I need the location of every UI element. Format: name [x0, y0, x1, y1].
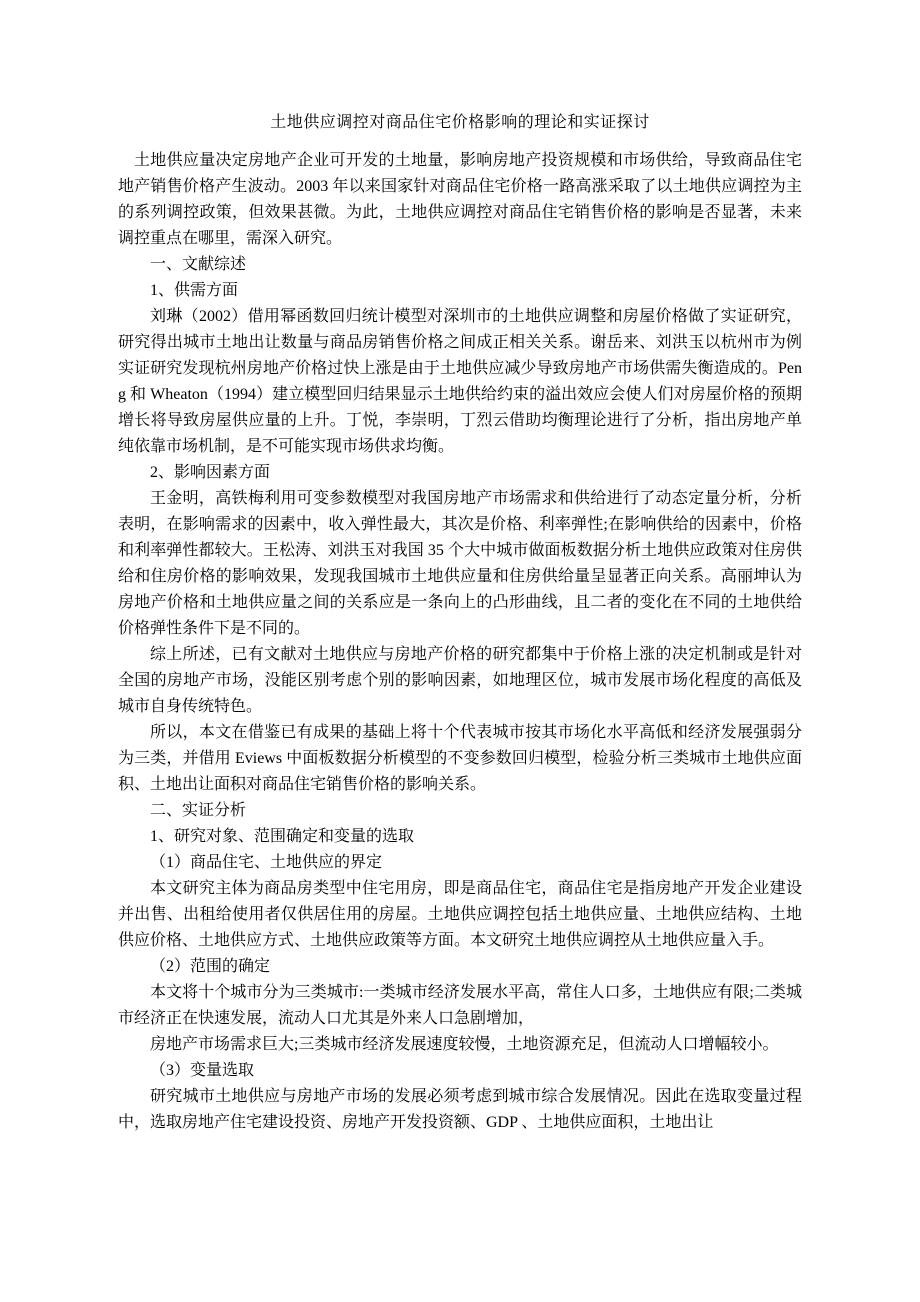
section-heading: 二、实证分析: [150, 802, 247, 819]
section-heading: 一、文献综述: [150, 256, 247, 273]
paragraph: 土地供应量决定房地产企业可开发的土地量，影响房地产投资规模和市场供给，导致商品住宅地产销售价格产生波动。2003 年以来国家针对商品住宅价格一路高涨采取了以土地供应调控为主的系列调控政策，但效果甚微。为此，土地供应调控对商品住宅销售价格的影响是否显著，未来调控重点在哪里，需深入研究。: [118, 152, 802, 247]
paragraph: 所以，本文在借鉴已有成果的基础上将十个代表城市按其市场化水平高低和经济发展强弱分为三类，并借用 Eviews 中面板数据分析模型的不变参数回归模型，检验分析三类城市土地供应面积、土地出让面积对商品住宅销售价格的影响关系。: [118, 724, 802, 793]
paragraph: 本文将十个城市分为三类城市:一类城市经济发展水平高，常住人口多，土地供应有限;二类城市经济正在快速发展，流动人口尤其是外来人口急剧增加，: [118, 984, 802, 1027]
section-heading: （2）范围的确定: [150, 958, 271, 975]
document-content: [118, 110, 802, 1136]
document-body: [118, 148, 802, 1136]
section-heading: 1、供需方面: [150, 282, 239, 299]
paragraph: 刘琳（2002）借用幂函数回归统计模型对深圳市的土地供应调整和房屋价格做了实证研究，研究得出城市土地出让数量与商品房销售价格之间成正相关关系。谢岳来、刘洪玉以杭州市为例实证研究发现杭州房地产价格过快上涨是由于土地供应减少导致房地产市场供需失衡造成的。Peng 和 Wheaton（1994）建立模型回归结果显示土地供给约束的溢出效应会使人们对房屋价格的预期增长将导致房屋供应量的上升。丁悦，李崇明，丁烈云借助均衡理论进行了分析，指出房地产单纯依靠市场机制，是不可能实现市场供求均衡。: [118, 308, 802, 455]
paragraph: 研究城市土地供应与房地产市场的发展必须考虑到城市综合发展情况。因此在选取变量过程中，选取房地产住宅建设投资、房地产开发投资额、GDP 、土地供应面积，土地出让: [118, 1088, 802, 1131]
section-heading: （3）变量选取: [150, 1062, 255, 1079]
paragraph: 房地产市场需求巨大;三类城市经济发展速度较慢，土地资源充足，但流动人口增幅较小。: [150, 1036, 779, 1053]
section-heading: 2、影响因素方面: [150, 464, 271, 481]
document-title: 土地供应调控对商品住宅价格影响的理论和实证探讨: [270, 114, 650, 131]
section-heading: 1、研究对象、范围确定和变量的选取: [150, 828, 415, 845]
paragraph: 本文研究主体为商品房类型中住宅用房，即是商品住宅，商品住宅是指房地产开发企业建设并出售、出租给使用者仅供居住用的房屋。土地供应调控包括土地供应量、土地供应结构、土地供应价格、土地供应方式、土地供应政策等方面。本文研究土地供应调控从土地供应量入手。: [118, 880, 802, 949]
section-heading: （1）商品住宅、土地供应的界定: [150, 854, 383, 871]
paragraph: 王金明，高铁梅利用可变参数模型对我国房地产市场需求和供给进行了动态定量分析，分析表明，在影响需求的因素中，收入弹性最大，其次是价格、利率弹性;在影响供给的因素中，价格和利率弹性都较大。王松涛、刘洪玉对我国 35 个大中城市做面板数据分析土地供应政策对住房供给和住房价格的影响效果，发现我国城市土地供应量和住房供给量呈显著正向关系。高丽坤认为房地产价格和土地供应量之间的关系应是一条向上的凸形曲线，且二者的变化在不同的土地供给价格弹性条件下是不同的。: [118, 490, 802, 637]
paragraph: 综上所述，已有文献对土地供应与房地产价格的研究都集中于价格上涨的决定机制或是针对全国的房地产市场，没能区别考虑个别的影响因素，如地理区位，城市发展市场化程度的高低及城市自身传统特色。: [118, 646, 802, 715]
